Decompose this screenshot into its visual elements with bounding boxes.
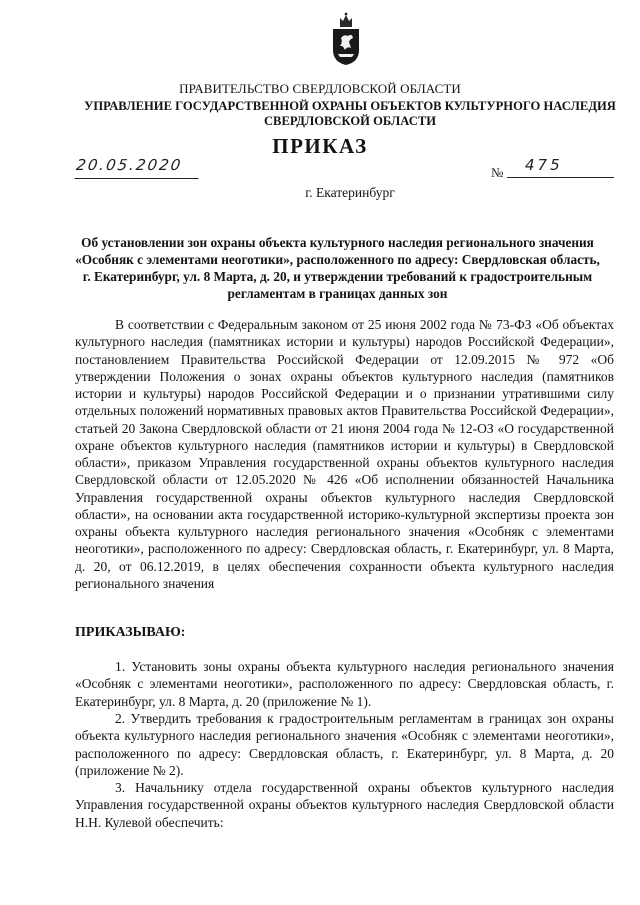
order-item-1: 1. Установить зоны охраны объекта культурного наследия регионального значения «Особняк с элементами неоготики», расположенного по адресу: Свердловская область, г. Екатеринбург, ул. 8 Марта, д. 20 (приложение № 1). [75,659,614,709]
order-subject: Об установлении зон охраны объекта культурного наследия регионального значения «Особняк с элементами неоготики», расположенного по адресу: Свердловская область, г. Екатеринбург, ул. 8 Марта, д. 20, и утверждении требований к градостроительным регламентам в границах данных зон [75,235,600,301]
document-type-title: ПРИКАЗ [272,134,368,158]
sverdlovsk-coat-of-arms-icon [331,12,361,66]
order-item-2: 2. Утвердить требования к градостроительным регламентам в границах зон охраны объекта культурного наследия регионального значения «Особняк с элементами неоготики», расположенного по адресу: Свердловская область, г. Екатеринбург, ул. 8 Марта, д. 20 (приложение № 2). [75,711,614,778]
decree-heading: ПРИКАЗЫВАЮ: [75,625,186,640]
order-item-3: 3. Начальнику отдела государственной охраны объектов культурного наследия Управления государственной охраны объектов культурного наследия Свердловской области Н.Н. Кулевой обеспечить: [75,780,614,830]
order-number: 475 [507,156,614,178]
preamble-paragraph: В соответствии с Федеральным законом от 25 июня 2002 года № 73-ФЗ «Об объектах культурного наследия (памятниках истории и культуры) народов Российской Федерации», постановлением Правительства Российской Федерации от 12.09.2015 № 972 «Об утверждении Положения о зонах охраны объектов культурного наследия (памятников истории и культуры) народов Российской Федерации и о признании утратившими силу отдельных положений нормативных правовых актов Правительства Российской Федерации», статьей 20 Закона Свердловской области от 21 июня 2004 года № 12-ОЗ «О государственной охране объектов культурного наследия (памятников истории и культуры) в Свердловской области», приказом Управления государственной охраны объектов культурного наследия Свердловской области от 12.05.2020 № 426 «Об исполнении обязанностей Начальника Управления государственной охраны объектов культурного наследия Свердловской области», на основании акта государственной историко-культурной экспертизы проекта зон охраны объекта культурного наследия регионального значения «Особняк с элементами неоготики», расположенного по адресу: Свердловская область, г. Екатеринбург, ул. 8 Марта, д. 20, от 06.12.2019, в целях обеспечения сохранности объекта культурного наследия регионального значения [75,317,614,591]
government-name: ПРАВИТЕЛЬСТВО СВЕРДЛОВСКОЙ ОБЛАСТИ [179,81,461,96]
department-name: УПРАВЛЕНИЕ ГОСУДАРСТВЕННОЙ ОХРАНЫ ОБЪЕКТОВ КУЛЬТУРНОГО НАСЛЕДИЯ СВЕРДЛОВСКОЙ ОБЛАСТИ [84,99,616,128]
order-date: 20.05.2020 [74,156,201,179]
city: г. Екатеринбург [305,185,395,200]
order-number-label: № [491,165,504,180]
